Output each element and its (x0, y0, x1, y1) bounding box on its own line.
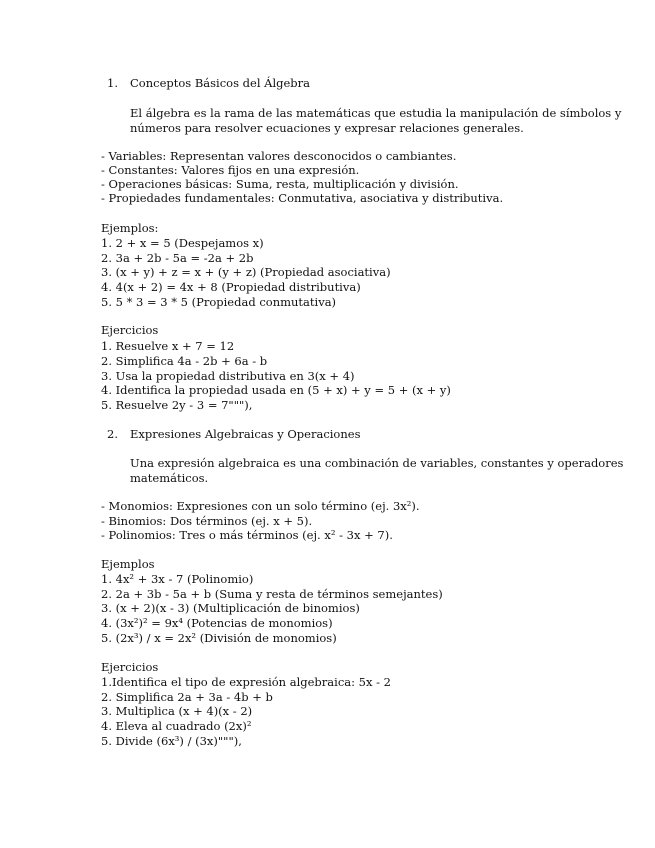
section-2-title: Expresiones Algebraicas y Operaciones (130, 427, 361, 441)
example-item: 4. (3x²)² = 9x⁴ (Potencias de monomios) (101, 616, 333, 630)
intro-line: Una expresión algebraica es una combinación de variables, constantes y operadores (130, 456, 624, 470)
example-item: 1. 2 + x = 5 (Despejamos x) (101, 236, 264, 250)
exercise-item: 1. Resuelve x + 7 = 12 (101, 339, 235, 353)
bullet-item: - Operaciones básicas: Suma, resta, multiplicación y división. (101, 177, 459, 191)
examples-heading: Ejemplos: (101, 221, 159, 235)
exercise-item: 5. Resuelve 2y - 3 = 7"""), (101, 398, 253, 412)
bullet-item: - Polinomios: Tres o más términos (ej. x² - 3x + 7). (101, 528, 393, 542)
exercise-item: 4. Eleva al cuadrado (2x)² (101, 719, 252, 733)
intro-line: números para resolver ecuaciones y expresar relaciones generales. (130, 121, 524, 135)
exercises-heading: Ejercicios (101, 660, 159, 674)
example-item: 2. 2a + 3b - 5a + b (Suma y resta de términos semejantes) (101, 587, 443, 601)
section-1-title: Conceptos Básicos del Álgebra (130, 76, 311, 90)
bullet-item: - Monomios: Expresiones con un solo término (ej. 3x²). (101, 499, 420, 513)
exercises-heading: Ejercicios (101, 323, 159, 337)
examples-heading: Ejemplos (101, 557, 155, 571)
section-1-number: 1. (107, 76, 118, 90)
example-item: 3. (x + 2)(x - 3) (Multiplicación de binomios) (101, 601, 360, 615)
exercise-item: 4. Identifica la propiedad usada en (5 + x) + y = 5 + (x + y) (101, 383, 451, 397)
intro-line: matemáticos. (130, 471, 209, 485)
bullet-item: - Constantes: Valores fijos en una expresión. (101, 163, 360, 177)
bullet-item: - Propiedades fundamentales: Conmutativa, asociativa y distributiva. (101, 191, 504, 205)
section-1-intro (130, 106, 622, 136)
section-2-intro (130, 456, 624, 486)
example-item: 3. (x + y) + z = x + (y + z) (Propiedad asociativa) (101, 265, 391, 279)
example-item: 5. 5 * 3 = 3 * 5 (Propiedad conmutativa) (101, 295, 337, 309)
bullet-item: - Binomios: Dos términos (ej. x + 5). (101, 514, 313, 528)
exercise-item: 2. Simplifica 4a - 2b + 6a - b (101, 354, 268, 368)
example-item: 2. 3a + 2b - 5a = -2a + 2b (101, 251, 254, 265)
example-item: 5. (2x³) / x = 2x² (División de monomios) (101, 631, 337, 645)
bullet-item: - Variables: Representan valores desconocidos o cambiantes. (101, 149, 457, 163)
example-item: 4. 4(x + 2) = 4x + 8 (Propiedad distributiva) (101, 280, 361, 294)
section-2-number: 2. (107, 427, 118, 441)
exercise-item: 2. Simplifica 2a + 3a - 4b + b (101, 690, 273, 704)
exercise-item: 3. Usa la propiedad distributiva en 3(x + 4) (101, 369, 355, 383)
example-item: 1. 4x² + 3x - 7 (Polinomio) (101, 572, 254, 586)
exercise-item: 5. Divide (6x³) / (3x)"""), (101, 734, 242, 748)
exercise-item: 3. Multiplica (x + 4)(x - 2) (101, 704, 253, 718)
exercise-item: 1.Identifica el tipo de expresión algebraica: 5x - 2 (101, 675, 391, 689)
intro-line: El álgebra es la rama de las matemáticas que estudia la manipulación de símbolos y (130, 106, 622, 120)
